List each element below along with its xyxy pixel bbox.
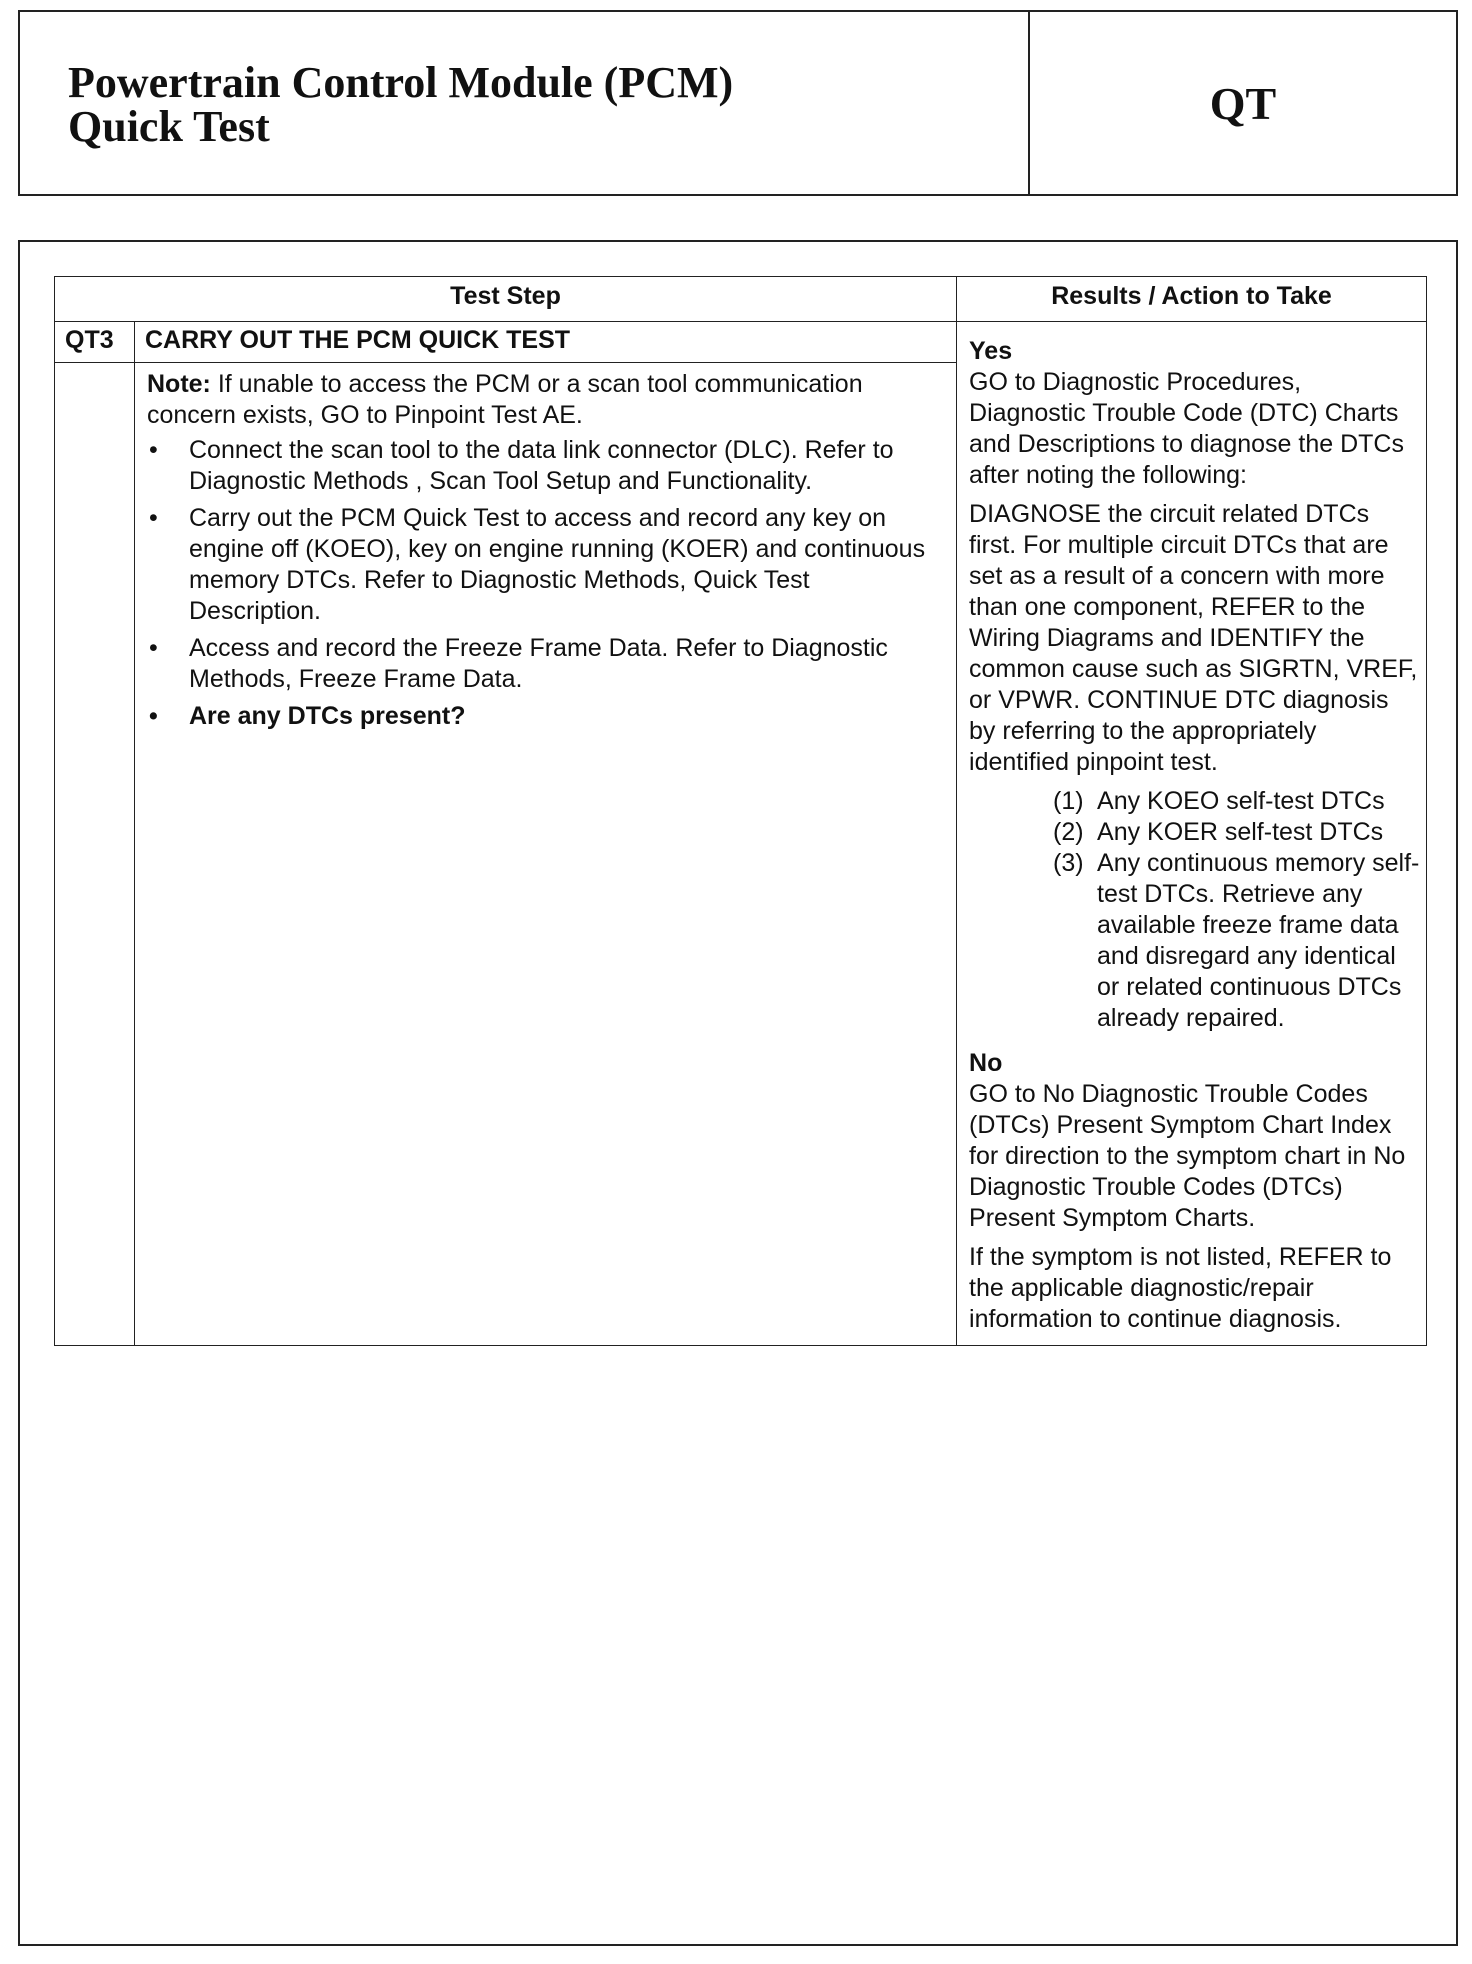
bullet-icon: •: [149, 702, 158, 730]
bullet-text: Carry out the PCM Quick Test to access and record any key on engine off (KOEO), key on engine running (KOER) and continuous memory DTCs. Refer to Diagnostic Methods, Quick Test Description.: [189, 504, 926, 625]
item-text: Any KOER self-test DTCs: [1097, 818, 1384, 846]
results-column-header: Results / Action to Take: [957, 277, 1427, 322]
step-id: QT3: [55, 322, 135, 363]
table-header-row: [55, 277, 1427, 322]
bullet-icon: •: [149, 504, 158, 532]
header-title-cell: [20, 12, 1030, 194]
note-text: If unable to access the PCM or a scan tool communication concern exists, GO to Pinpoint Test AE.: [147, 370, 863, 429]
step-title: CARRY OUT THE PCM QUICK TEST: [135, 322, 957, 363]
step-id-blank: [55, 363, 135, 1346]
no-label: No: [969, 1049, 1003, 1077]
yes-diagnose-text: DIAGNOSE the circuit related DTCs first. For multiple circuit DTCs that are set as a result of a concern with more than one component, REFER to the Wiring Diagrams and IDENTIFY the common cause such as SIGRTN, VREF, or VPWR. CONTINUE DTC diagnosis by referring to the appropriately identified pinpoint test.: [969, 500, 1418, 776]
item-number: (3): [1053, 849, 1084, 877]
list-item: [147, 503, 944, 627]
yes-item-list: [1053, 786, 1420, 1034]
content-frame: [18, 240, 1458, 1946]
item-number: (1): [1053, 787, 1084, 815]
quick-test-table: [54, 276, 1427, 1346]
page-title-line-2: Quick Test: [68, 102, 270, 151]
bullet-text: Connect the scan tool to the data link connector (DLC). Refer to Diagnostic Methods , Scan Tool Setup and Functionality.: [189, 436, 894, 495]
results-cell: [957, 322, 1427, 1346]
list-item: [147, 701, 944, 732]
step-title-row: [55, 322, 1427, 363]
list-item: [1053, 817, 1420, 848]
step-note: [147, 369, 944, 431]
question-text: Are any DTCs present?: [189, 702, 466, 730]
page-header: [18, 10, 1458, 196]
step-body: [135, 363, 957, 1346]
list-item: [147, 435, 944, 497]
list-item: [1053, 786, 1420, 817]
bullet-icon: •: [149, 436, 158, 464]
yes-action-text: GO to Diagnostic Procedures, Diagnostic Trouble Code (DTC) Charts and Descriptions to diagnose the DTCs after noting the following:: [969, 368, 1404, 489]
bullet-text: Access and record the Freeze Frame Data. Refer to Diagnostic Methods, Freeze Frame Data.: [189, 634, 888, 693]
bullet-icon: •: [149, 634, 158, 662]
item-text: Any continuous memory self-test DTCs. Retrieve any available freeze frame data and disregard any identical or related continuous DTCs already repaired.: [1097, 849, 1420, 1032]
no-fallback-text: If the symptom is not listed, REFER to the applicable diagnostic/repair information to continue diagnosis.: [969, 1243, 1392, 1333]
yes-label: Yes: [969, 337, 1013, 365]
item-text: Any KOEO self-test DTCs: [1097, 787, 1385, 815]
item-number: (2): [1053, 818, 1084, 846]
step-bullet-list: [147, 435, 944, 732]
no-action-text: GO to No Diagnostic Trouble Codes (DTCs) Present Symptom Chart Index for direction to the symptom chart in No Diagnostic Trouble Codes (DTCs) Present Symptom Charts.: [969, 1080, 1406, 1232]
test-step-column-header: Test Step: [55, 277, 957, 322]
page-title-line-1: Powertrain Control Module (PCM): [68, 58, 734, 107]
section-code: QT: [1209, 77, 1277, 129]
list-item: [1053, 848, 1420, 1034]
list-item: [147, 633, 944, 695]
note-label: Note:: [147, 370, 211, 398]
